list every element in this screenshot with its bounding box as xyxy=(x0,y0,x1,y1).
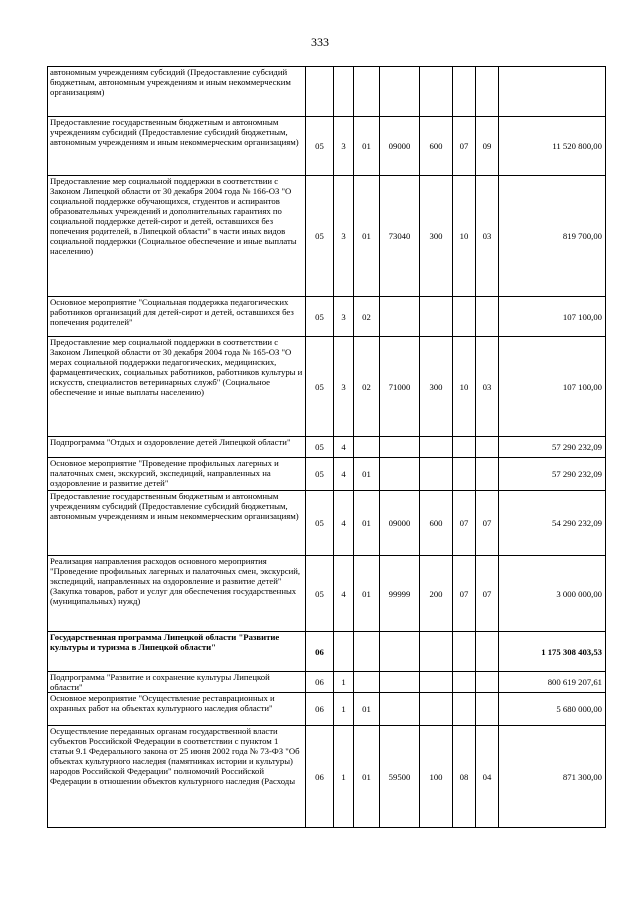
row-name-cell: Основное мероприятие "Социальная поддержка педагогических работников организаций для детей-сирот и детей, оставшихся без попечения родителей" xyxy=(48,297,306,337)
table-row xyxy=(48,491,606,556)
table-row xyxy=(48,67,606,117)
subprogram-code-cell: 4 xyxy=(334,437,354,458)
expense-type-cell xyxy=(420,297,453,337)
row-name-cell: Осуществление переданных органам государственной власти субъектов Российской Федерации в соответствии с пунктом 1 статьи 9.1 Федерального закона от 25 июня 2002 года № 73-ФЗ "Об объектах культурного наследия (памятниках истории и культуры) народов Российской Федерации" полномочий Российской Федерации в отношении объектов культурного наследия (Расходы xyxy=(48,726,306,828)
expense-type-cell xyxy=(420,67,453,117)
amount-cell: 800 619 207,61 xyxy=(499,672,606,693)
expense-type-cell xyxy=(420,632,453,672)
row-name-cell: Государственная программа Липецкой области "Развитие культуры и туризма в Липецкой области" xyxy=(48,632,306,672)
direction-code-cell xyxy=(380,67,420,117)
row-name-cell: Предоставление государственным бюджетным и автономным учреждениям субсидий (Предоставление субсидий бюджетным, автономным учреждениям и иным некоммерческим организациям) xyxy=(48,117,306,176)
expense-type-cell: 100 xyxy=(420,726,453,828)
amount-cell: 107 100,00 xyxy=(499,297,606,337)
program-code-cell: 05 xyxy=(306,458,334,491)
amount-cell xyxy=(499,67,606,117)
direction-code-cell xyxy=(380,437,420,458)
expense-type-cell xyxy=(420,693,453,726)
direction-code-cell xyxy=(380,458,420,491)
expense-type-cell: 600 xyxy=(420,117,453,176)
subsection-cell xyxy=(476,458,499,491)
direction-code-cell xyxy=(380,672,420,693)
amount-cell: 54 290 232,09 xyxy=(499,491,606,556)
expense-type-cell: 300 xyxy=(420,337,453,437)
direction-code-cell: 09000 xyxy=(380,117,420,176)
amount-cell: 1 175 308 403,53 xyxy=(499,632,606,672)
subsection-cell xyxy=(476,297,499,337)
table-row xyxy=(48,458,606,491)
direction-code-cell: 73040 xyxy=(380,176,420,297)
row-name-cell: Предоставление мер социальной поддержки в соответствии с Законом Липецкой области от 30 декабря 2004 года № 165-ОЗ "О мерах социальной поддержки педагогических, медицинских, фармацевтических, социальных работников, работников культуры и искусств, специалистов ветеринарных служб" (Социальное обеспечение и иные выплаты населению) xyxy=(48,337,306,437)
subprogram-code-cell: 4 xyxy=(334,556,354,632)
section-cell xyxy=(453,632,476,672)
amount-cell: 871 300,00 xyxy=(499,726,606,828)
amount-cell: 819 700,00 xyxy=(499,176,606,297)
direction-code-cell: 71000 xyxy=(380,337,420,437)
section-cell xyxy=(453,693,476,726)
amount-cell: 11 520 800,00 xyxy=(499,117,606,176)
activity-code-cell: 01 xyxy=(354,117,380,176)
activity-code-cell: 01 xyxy=(354,458,380,491)
program-code-cell: 06 xyxy=(306,672,334,693)
direction-code-cell xyxy=(380,297,420,337)
activity-code-cell: 01 xyxy=(354,556,380,632)
section-cell xyxy=(453,297,476,337)
table-row xyxy=(48,117,606,176)
row-name-cell: Подпрограмма "Отдых и оздоровление детей Липецкой области" xyxy=(48,437,306,458)
program-code-cell: 06 xyxy=(306,726,334,828)
section-cell xyxy=(453,458,476,491)
subprogram-code-cell: 1 xyxy=(334,693,354,726)
activity-code-cell xyxy=(354,67,380,117)
amount-cell: 3 000 000,00 xyxy=(499,556,606,632)
activity-code-cell: 02 xyxy=(354,337,380,437)
expense-type-cell: 300 xyxy=(420,176,453,297)
section-cell: 07 xyxy=(453,556,476,632)
subsection-cell: 03 xyxy=(476,176,499,297)
subsection-cell: 07 xyxy=(476,491,499,556)
section-cell xyxy=(453,672,476,693)
program-code-cell xyxy=(306,67,334,117)
subsection-cell: 04 xyxy=(476,726,499,828)
subprogram-code-cell: 3 xyxy=(334,337,354,437)
table-row xyxy=(48,726,606,828)
subsection-cell xyxy=(476,693,499,726)
row-name-cell: Основное мероприятие "Проведение профильных лагерных и палаточных смен, экскурсий, экспедиций, направленных на оздоровление и развитие детей" xyxy=(48,458,306,491)
program-code-cell: 06 xyxy=(306,632,334,672)
page-number: 333 xyxy=(311,35,329,49)
subsection-cell xyxy=(476,672,499,693)
subsection-cell xyxy=(476,67,499,117)
activity-code-cell: 01 xyxy=(354,491,380,556)
expense-type-cell: 200 xyxy=(420,556,453,632)
activity-code-cell: 02 xyxy=(354,297,380,337)
direction-code-cell: 59500 xyxy=(380,726,420,828)
row-name-cell: Основное мероприятие "Осуществление реставрационных и охранных работ на объектах культурного наследия области" xyxy=(48,693,306,726)
section-cell: 08 xyxy=(453,726,476,828)
expense-type-cell xyxy=(420,672,453,693)
activity-code-cell: 01 xyxy=(354,176,380,297)
subprogram-code-cell: 3 xyxy=(334,297,354,337)
row-name-cell: Предоставление мер социальной поддержки в соответствии с Законом Липецкой области от 30 декабря 2004 года № 166-ОЗ "О социальной поддержке обучающихся, студентов и аспирантов образовательных учреждений и дополнительных гарантиях по социальной поддержке детей-сирот и детей, оставшихся без попечения родителей, в Липецкой области" в части иных видов социальной поддержки (Социальное обеспечение и иные выплаты населению) xyxy=(48,176,306,297)
subprogram-code-cell: 3 xyxy=(334,176,354,297)
subprogram-code-cell xyxy=(334,632,354,672)
activity-code-cell: 01 xyxy=(354,693,380,726)
subsection-cell: 09 xyxy=(476,117,499,176)
section-cell: 10 xyxy=(453,337,476,437)
table-row xyxy=(48,632,606,672)
activity-code-cell xyxy=(354,632,380,672)
program-code-cell: 05 xyxy=(306,176,334,297)
row-name-cell: Предоставление государственным бюджетным и автономным учреждениям субсидий (Предоставление субсидий бюджетным, автономным учреждениям и иным некоммерческим организациям) xyxy=(48,491,306,556)
program-code-cell: 06 xyxy=(306,693,334,726)
subprogram-code-cell xyxy=(334,67,354,117)
amount-cell: 57 290 232,09 xyxy=(499,458,606,491)
section-cell xyxy=(453,437,476,458)
section-cell: 07 xyxy=(453,491,476,556)
amount-cell: 107 100,00 xyxy=(499,337,606,437)
table-row xyxy=(48,297,606,337)
section-cell: 10 xyxy=(453,176,476,297)
row-name-cell: Реализация направления расходов основного мероприятия "Проведение профильных лагерных и палаточных смен, экскурсий, экспедиций, направленных на оздоровление и развитие детей" (Закупка товаров, работ и услуг для обеспечения государственных (муниципальных) нужд) xyxy=(48,556,306,632)
table-row xyxy=(48,556,606,632)
subsection-cell: 07 xyxy=(476,556,499,632)
direction-code-cell: 99999 xyxy=(380,556,420,632)
program-code-cell: 05 xyxy=(306,117,334,176)
activity-code-cell xyxy=(354,672,380,693)
table-row xyxy=(48,337,606,437)
program-code-cell: 05 xyxy=(306,437,334,458)
subsection-cell xyxy=(476,632,499,672)
program-code-cell: 05 xyxy=(306,556,334,632)
expense-type-cell xyxy=(420,437,453,458)
direction-code-cell xyxy=(380,693,420,726)
budget-table xyxy=(47,66,606,828)
activity-code-cell xyxy=(354,437,380,458)
program-code-cell: 05 xyxy=(306,491,334,556)
table-row xyxy=(48,437,606,458)
activity-code-cell: 01 xyxy=(354,726,380,828)
direction-code-cell xyxy=(380,632,420,672)
program-code-cell: 05 xyxy=(306,297,334,337)
table-row xyxy=(48,672,606,693)
program-code-cell: 05 xyxy=(306,337,334,437)
subsection-cell: 03 xyxy=(476,337,499,437)
table-row xyxy=(48,176,606,297)
amount-cell: 5 680 000,00 xyxy=(499,693,606,726)
subprogram-code-cell: 4 xyxy=(334,458,354,491)
section-cell xyxy=(453,67,476,117)
expense-type-cell xyxy=(420,458,453,491)
expense-type-cell: 600 xyxy=(420,491,453,556)
direction-code-cell: 09000 xyxy=(380,491,420,556)
amount-cell: 57 290 232,09 xyxy=(499,437,606,458)
table-body xyxy=(48,67,606,828)
subprogram-code-cell: 1 xyxy=(334,726,354,828)
subsection-cell xyxy=(476,437,499,458)
subprogram-code-cell: 3 xyxy=(334,117,354,176)
row-name-cell: Подпрограмма "Развитие и сохранение культуры Липецкой области" xyxy=(48,672,306,693)
table-row xyxy=(48,693,606,726)
subprogram-code-cell: 4 xyxy=(334,491,354,556)
subprogram-code-cell: 1 xyxy=(334,672,354,693)
section-cell: 07 xyxy=(453,117,476,176)
row-name-cell: автономным учреждениям субсидий (Предоставление субсидий бюджетным, автономным учреждениям и иным некоммерческим организациям) xyxy=(48,67,306,117)
